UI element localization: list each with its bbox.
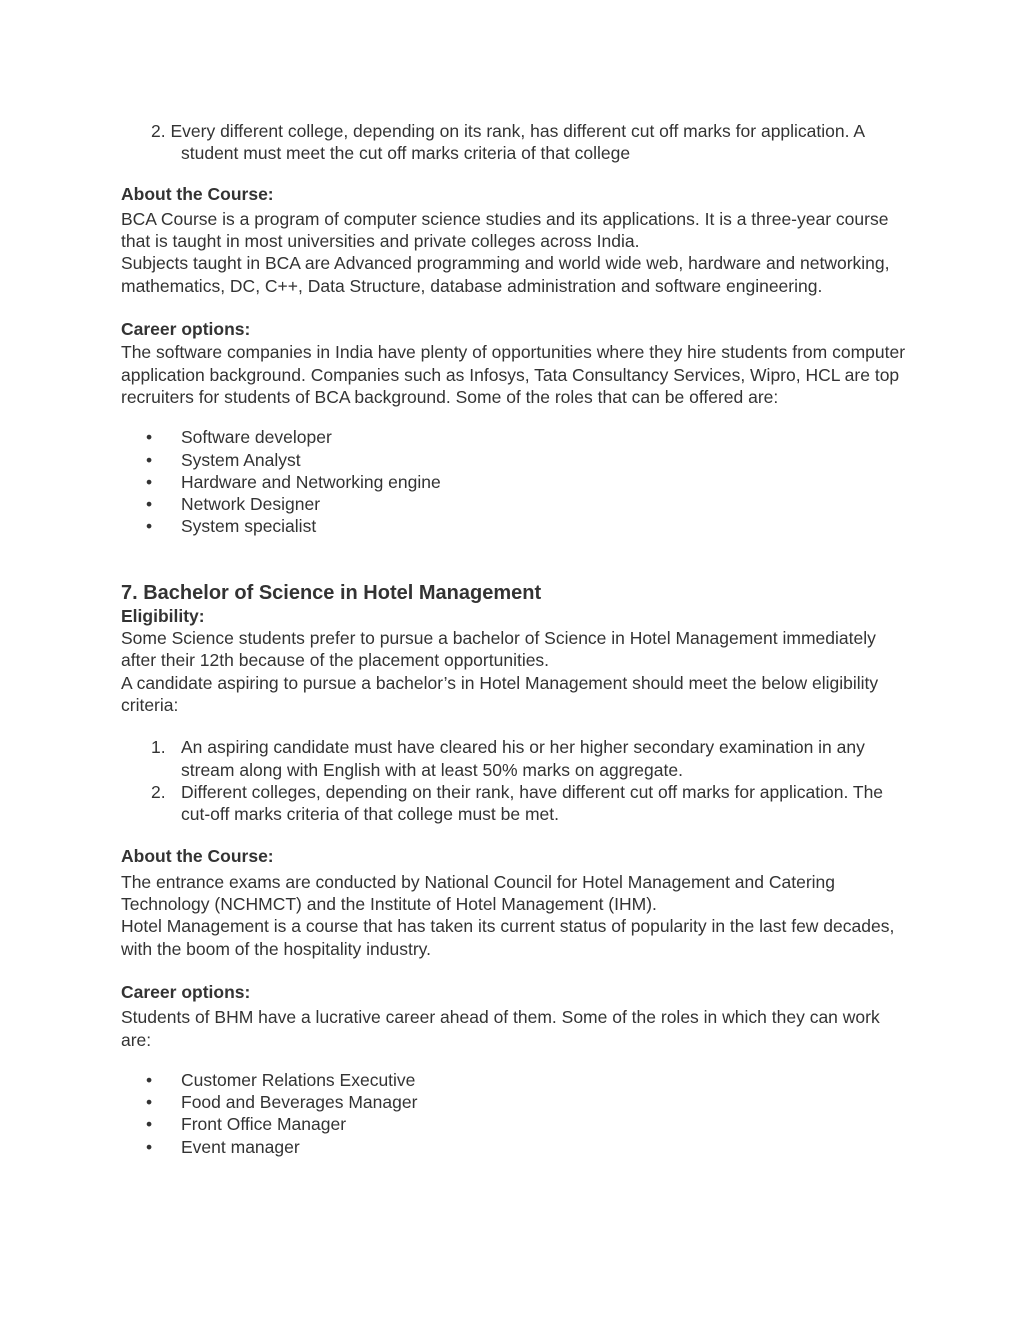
list-item [121, 471, 911, 493]
bullet: • [146, 516, 153, 537]
list-item-text: Front Office Manager [181, 1114, 347, 1135]
list-item [121, 449, 911, 471]
section-heading: Eligibility: [121, 605, 205, 626]
list-item-text: Network Designer [181, 494, 321, 515]
section-heading: Career options: [121, 319, 251, 340]
list-item [121, 1136, 911, 1158]
criteria-list [121, 736, 911, 825]
list-item [121, 1091, 911, 1113]
list-item [121, 781, 911, 826]
paragraph: Students of BHM have a lucrative career ahead of them. Some of the roles in which they can work are: [121, 1007, 880, 1050]
roles-list [121, 1069, 911, 1158]
list-item-text: Customer Relations Executive [181, 1069, 416, 1090]
list-item [121, 515, 911, 537]
bullet: • [146, 449, 153, 470]
section-title: 7. Bachelor of Science in Hotel Management [121, 581, 542, 604]
paragraph: A candidate aspiring to pursue a bachelor’s in Hotel Management should meet the below eligibility criteria: [121, 672, 879, 715]
section-heading: About the Course: [121, 183, 274, 204]
bullet: • [146, 494, 153, 515]
list-item-text: Every different college, depending on its rank, has different cut off marks for application. A student must meet the cut off marks criteria of that college [170, 121, 865, 164]
paragraph: The entrance exams are conducted by National Council for Hotel Management and Catering Technology (NCHMCT) and the Institute of Hotel Management (IHM). [121, 871, 836, 915]
list-item-number: 1. [151, 737, 166, 758]
list-item-number: 2. [151, 121, 166, 141]
paragraph: Some Science students prefer to pursue a bachelor of Science in Hotel Management immediately after their 12th because of the placement opportunities. [121, 628, 876, 671]
list-item [121, 120, 911, 165]
paragraph: Hotel Management is a course that has taken its current status of popularity in the last few decades, with the boom of the hospitality industry. [121, 916, 895, 959]
roles-list [121, 426, 911, 537]
bullet: • [146, 1136, 153, 1157]
list-item-number: 2. [151, 781, 166, 802]
bullet: • [146, 1092, 153, 1113]
bullet: • [146, 1114, 153, 1135]
bullet: • [146, 471, 153, 492]
section-heading: Career options: [121, 981, 251, 1002]
list-item-text: Hardware and Networking engine [181, 471, 441, 492]
paragraph: BCA Course is a program of computer science studies and its applications. It is a three-year course that is taught in most universities and private colleges across India. [121, 208, 889, 252]
list-item [121, 426, 911, 448]
list-item-text: Different colleges, depending on their rank, have different cut off marks for application. The cut-off marks criteria of that college must be met. [181, 781, 884, 825]
list-item [121, 1113, 911, 1135]
document-page [121, 120, 911, 1158]
section-heading: About the Course: [121, 846, 274, 867]
list-item [121, 1069, 911, 1091]
paragraph: The software companies in India have plenty of opportunities where they hire students from computer application background. Companies such as Infosys, Tata Consultancy Services, Wipro, HCL are top recruiters for students of BCA background. Some of the roles that can be offered are: [121, 342, 906, 407]
bullet: • [146, 1069, 153, 1090]
list-item-text: An aspiring candidate must have cleared his or her higher secondary examination in any stream along with English with at least 50% marks on aggregate. [181, 737, 865, 780]
list-item [121, 493, 911, 515]
list-item-text: System specialist [181, 516, 317, 537]
bullet: • [146, 427, 153, 448]
list-item-text: Event manager [181, 1136, 300, 1157]
paragraph: Subjects taught in BCA are Advanced programming and world wide web, hardware and networking, mathematics, DC, C++, Data Structure, database administration and software engineering. [121, 253, 890, 296]
list-item [121, 736, 911, 781]
list-item-text: Food and Beverages Manager [181, 1092, 418, 1113]
list-item-text: System Analyst [181, 449, 301, 470]
list-item-text: Software developer [181, 427, 332, 448]
